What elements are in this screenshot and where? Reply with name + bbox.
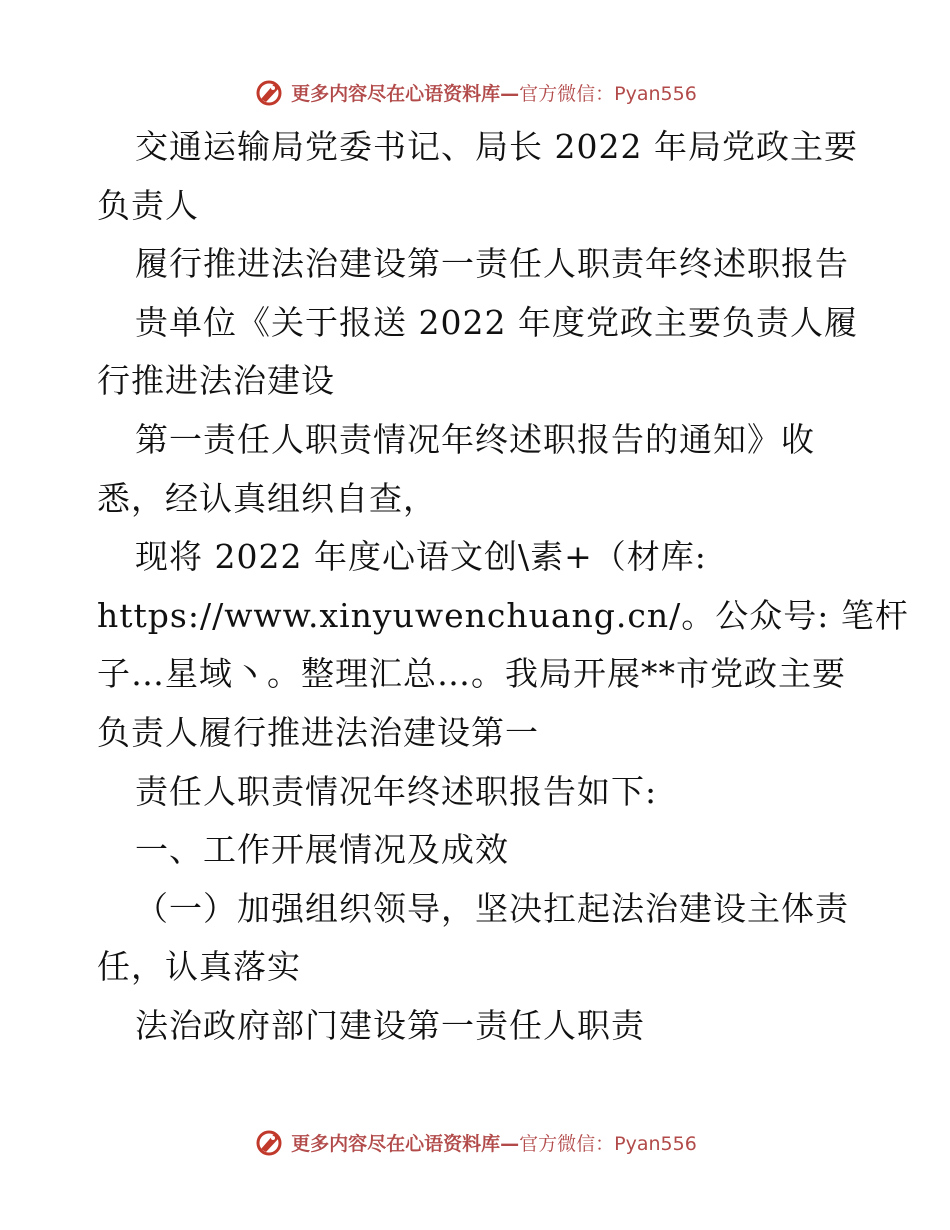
text-line: 任，认真落实 (97, 947, 301, 987)
text-line: 负责人 (97, 185, 199, 225)
text-line: 法治政府部门建设第一责任人职责 (135, 1005, 645, 1045)
header-watermark-banner (0, 72, 950, 112)
footer-promo-text: 更多内容尽在心语资料库— (291, 1132, 520, 1155)
text-line: 行推进法治建设 (97, 361, 335, 401)
header-promo-text: 更多内容尽在心语资料库— (291, 82, 520, 105)
text-line: 子…星域丶。整理汇总…。我局开展**市党政主要 (97, 654, 846, 694)
text-line: 负责人履行推进法治建设第一 (97, 712, 539, 752)
footer-watermark-banner (0, 1122, 950, 1162)
pen-nib-logo-icon (253, 75, 287, 109)
text-line: 现将 2022 年度心语文创\素+（材库: (135, 537, 707, 577)
subsection-heading: （一）加强组织领导，坚决扛起法治建设主体责 (135, 888, 849, 928)
text-line: 贵单位《关于报送 2022 年度党政主要负责人履 (135, 302, 858, 342)
pen-nib-logo-icon (253, 1125, 287, 1159)
text-line: 责任人职责情况年终述职报告如下: (135, 771, 658, 811)
text-line: https://www.xinyuwenchuang.cn/。公众号: 笔杆 (97, 595, 909, 635)
header-wechat-text: 官方微信：Pyan556 (519, 82, 697, 105)
text-line: 第一责任人职责情况年终述职报告的通知》收 (135, 419, 815, 459)
text-line: 履行推进法治建设第一责任人职责年终述职报告 (135, 244, 849, 284)
section-heading: 一、工作开展情况及成效 (135, 830, 509, 870)
document-body (97, 118, 909, 1056)
text-line: 悉，经认真组织自查， (97, 478, 437, 518)
text-line: 交通运输局党委书记、局长 2022 年局党政主要 (135, 127, 858, 166)
footer-wechat-text: 官方微信：Pyan556 (519, 1132, 697, 1155)
